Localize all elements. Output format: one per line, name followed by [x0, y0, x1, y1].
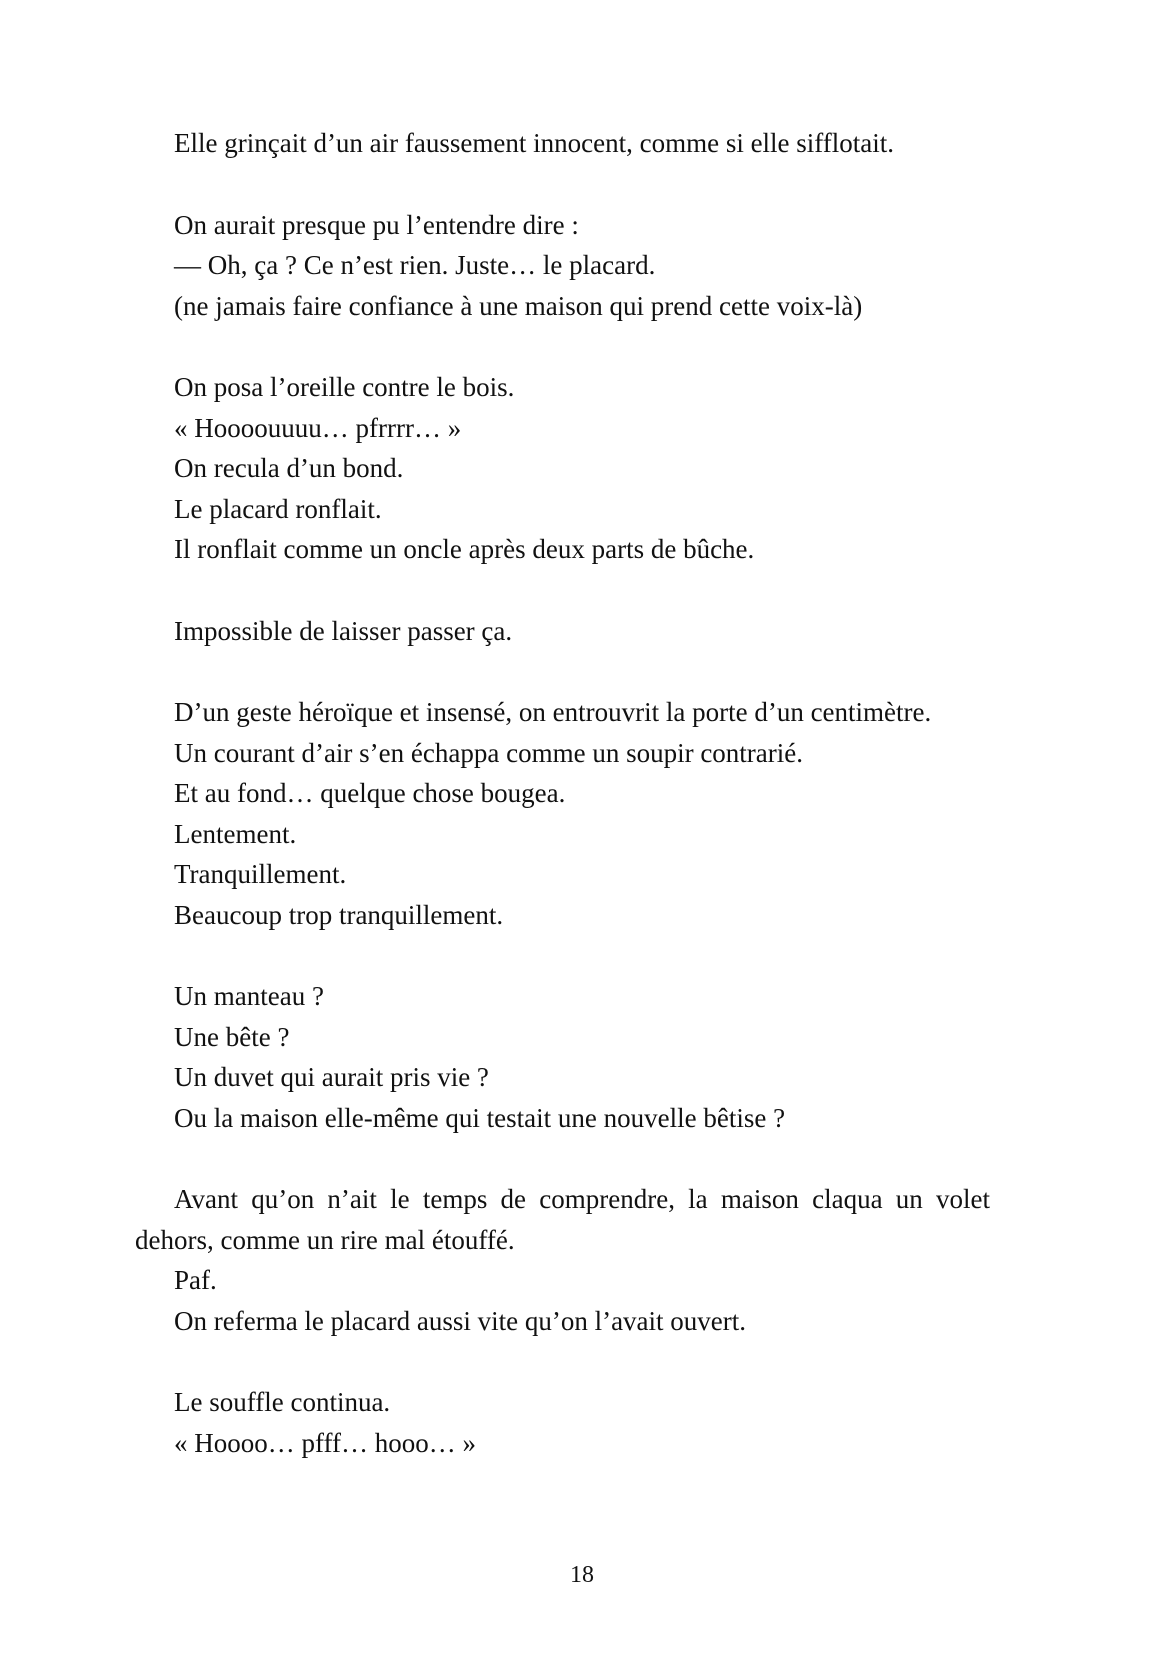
page-number: 18: [570, 1562, 594, 1588]
text-line: Impossible de laisser passer ça.: [174, 615, 513, 646]
text-line: On aurait presque pu l’entendre dire :: [174, 209, 579, 240]
paragraph: [135, 367, 990, 570]
text-line: Le placard ronflait.: [174, 493, 382, 524]
text-line: Un manteau ?: [174, 981, 324, 1011]
quote-line: « Hoooo… pfff… hooo… »: [174, 1427, 476, 1458]
paragraph: [135, 205, 990, 327]
justified-text-line: Avant qu’on n’ait le temps de comprendre, la maison claqua un volet dehors, comme un rire mal étouffé.: [135, 1184, 990, 1255]
text-line: Et au fond… quelque chose bougea.: [174, 778, 566, 808]
text-line: Un courant d’air s’en échappa comme un soupir contrarié.: [174, 737, 804, 768]
text-line: (ne jamais faire confiance à une maison qui prend cette voix-là): [174, 290, 863, 321]
quote-line: « Hoooouuuu… pfrrrr… »: [174, 412, 462, 443]
text-line: Une bête ?: [174, 1021, 290, 1052]
paragraph: [135, 976, 990, 1138]
dialogue-line: — Oh, ça ? Ce n’est rien. Juste… le placard.: [174, 250, 656, 280]
text-line: On referma le placard aussi vite qu’on l’avait ouvert.: [174, 1305, 747, 1336]
text-line: Il ronflait comme un oncle après deux parts de bûche.: [174, 534, 755, 564]
text-line: Elle grinçait d’un air faussement innocent, comme si elle sifflotait.: [174, 128, 895, 158]
paragraph: [135, 123, 990, 164]
text-line: On posa l’oreille contre le bois.: [174, 372, 515, 402]
paragraph: [135, 692, 990, 935]
text-line: On recula d’un bond.: [174, 453, 404, 483]
text-line: Paf.: [174, 1265, 217, 1295]
justified-text-line: D’un geste héroïque et insensé, on entrouvrit la porte d’un centimètre.: [174, 697, 932, 727]
text-line: Ou la maison elle-même qui testait une nouvelle bêtise ?: [174, 1102, 786, 1133]
paragraph: [135, 611, 990, 652]
text-line: Beaucoup trop tranquillement.: [174, 899, 504, 930]
text-line: Le souffle continua.: [174, 1387, 391, 1417]
body-text: [135, 123, 990, 1504]
paragraph: [135, 1382, 990, 1463]
text-line: Tranquillement.: [174, 859, 347, 889]
text-line: Un duvet qui aurait pris vie ?: [174, 1062, 489, 1092]
text-line: Lentement.: [174, 818, 297, 849]
paragraph: [135, 1179, 990, 1341]
